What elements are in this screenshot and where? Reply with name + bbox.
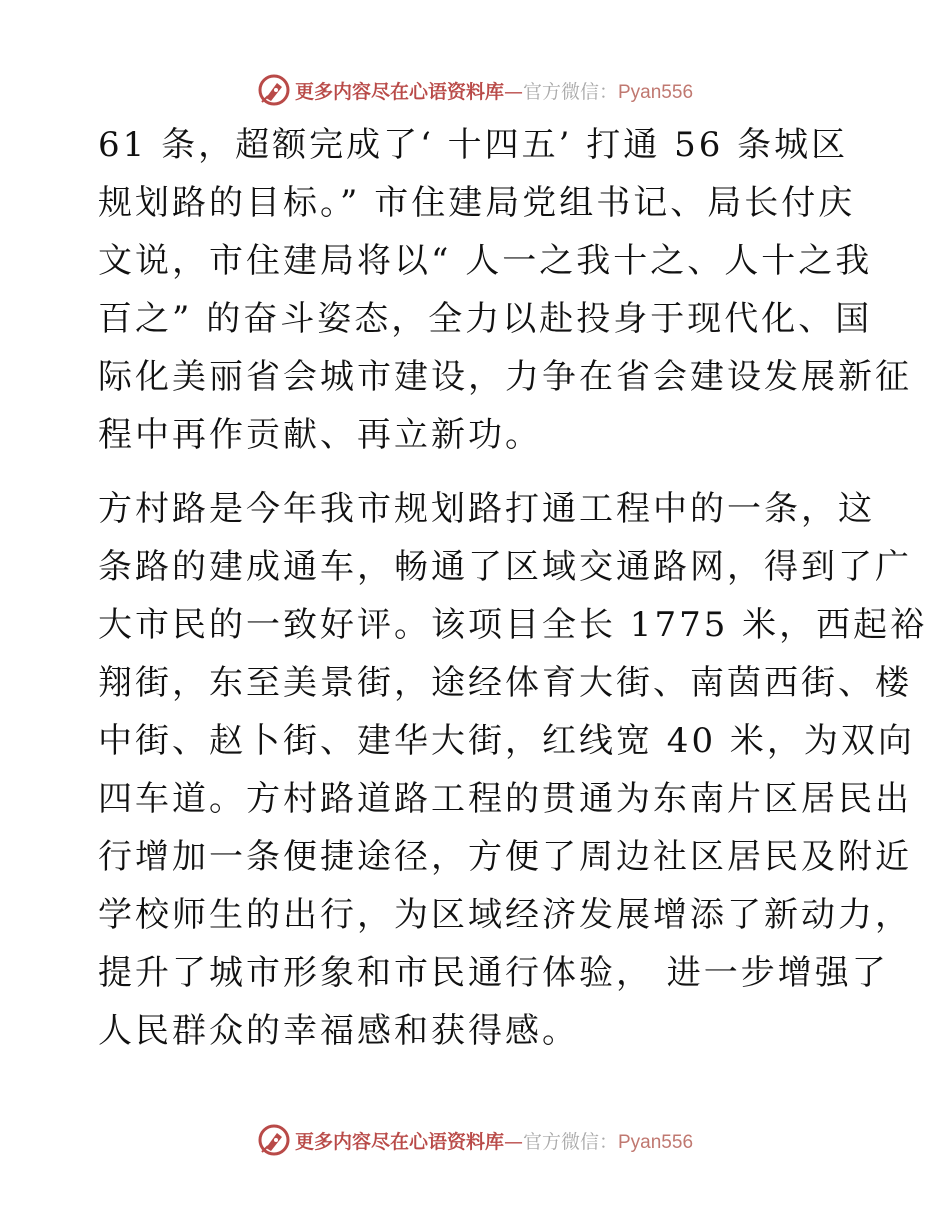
document-body — [98, 116, 928, 1060]
header-watermark — [0, 70, 950, 110]
paragraph-line: 条路的建成通车，畅通了区域交通路网，得到了广 — [98, 547, 912, 587]
paragraph-line: 程中再作贡献、再立新功。 — [98, 415, 542, 455]
footer-watermark-brand: 更多内容尽在心语资料库 — [294, 1130, 504, 1153]
header-watermark-brand: 更多内容尽在心语资料库 — [294, 80, 504, 103]
pen-nib-logo-icon — [257, 1123, 291, 1157]
footer-watermark-inner — [257, 1123, 693, 1157]
paragraph-line: 际化美丽省会城市建设，力争在省会建设发展新征 — [98, 357, 912, 397]
pen-nib-logo-icon — [257, 73, 291, 107]
header-watermark-id: Pyan556 — [618, 81, 694, 103]
header-watermark-inner — [257, 73, 693, 107]
paragraph-line: 四车道。方村路道路工程的贯通为东南片区居民出 — [98, 779, 912, 819]
paragraph-line: 文说，市住建局将以“ 人一之我十之、人十之我 — [98, 241, 873, 281]
paragraph-line: 行增加一条便捷途径，方便了周边社区居民及附近 — [98, 837, 912, 877]
footer-watermark-dash: — — [503, 1130, 523, 1153]
paragraph-1 — [98, 116, 912, 464]
footer-watermark-id: Pyan556 — [618, 1131, 694, 1153]
paragraph-line: 翔街，东至美景街，途经体育大街、南茵西街、楼 — [98, 663, 912, 703]
paragraph-line: 学校师生的出行，为区域经济发展增添了新动力， — [98, 895, 912, 935]
paragraph-2 — [98, 480, 928, 1060]
header-watermark-dash: — — [503, 80, 523, 103]
paragraph-line: 规划路的目标。” 市住建局党组书记、局长付庆 — [98, 183, 856, 223]
paragraph-line: 大市民的一致好评。该项目全长 1775 米，西起裕 — [98, 605, 928, 645]
footer-watermark — [0, 1120, 950, 1160]
paragraph-line: 提升了城市形象和市民通行体验， 进一步增强了 — [98, 953, 889, 993]
paragraph-line: 中街、赵卜街、建华大街，红线宽 40 米，为双向 — [98, 721, 915, 761]
paragraph-line: 方村路是今年我市规划路打通工程中的一条，这 — [98, 489, 875, 529]
footer-watermark-label: 官方微信： — [522, 1130, 618, 1153]
paragraph-line: 百之” 的奋斗姿态，全力以赴投身于现代化、国 — [98, 299, 873, 339]
paragraph-line: 61 条，超额完成了‘ 十四五’ 打通 56 条城区 — [98, 125, 849, 165]
paragraph-line: 人民群众的幸福感和获得感。 — [98, 1011, 579, 1051]
header-watermark-label: 官方微信： — [522, 80, 618, 103]
